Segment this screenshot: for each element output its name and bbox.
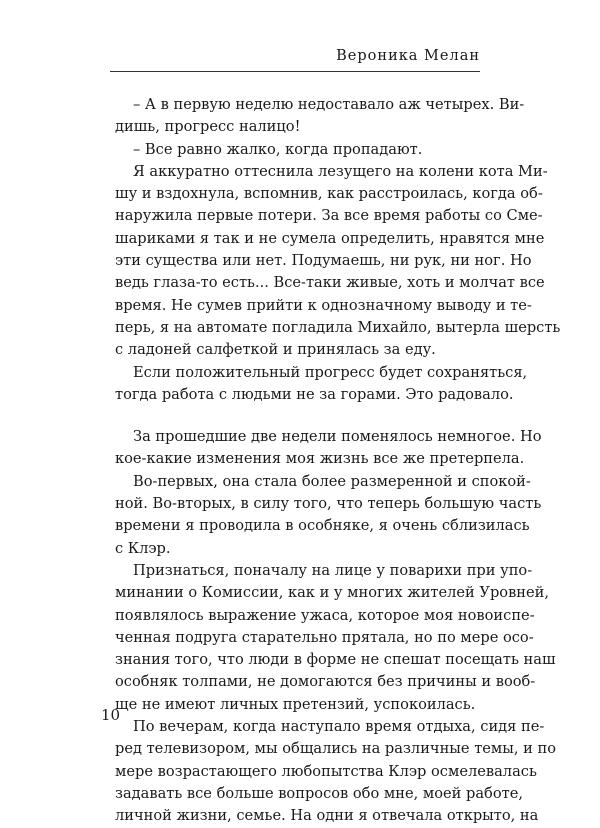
text-line: Признаться, поначалу на лице у поварихи при упо- xyxy=(133,561,533,579)
text-line: шариками я так и не сумела определить, нравятся мне xyxy=(115,229,545,247)
text-line: ченная подруга старательно прятала, но по мере осо- xyxy=(115,628,534,646)
text-line: знания того, что люди в форме не спешат посещать наш xyxy=(115,651,556,669)
text-line: времени я проводила в особняке, я очень сблизилась xyxy=(115,517,530,535)
section-break xyxy=(115,406,475,426)
text-line: наружила первые потери. За все время работы со Сме- xyxy=(115,207,543,225)
text-line: с ладоней салфеткой и принялась за еду. xyxy=(115,341,436,359)
text-line: – А в первую неделю недоставало аж четырех. Ви- xyxy=(133,96,525,113)
text-line: мере возрастающего любопытства Клэр осмелевалась xyxy=(115,762,537,780)
text-line: личной жизни, семье. На одни я отвечала открыто, на xyxy=(115,807,539,825)
text-line: кое-какие изменения моя жизнь все же претерпела. xyxy=(115,450,525,468)
text-line: шу и вздохнула, вспомнив, как расстроилась, когда об- xyxy=(115,185,543,203)
header-rule xyxy=(110,71,480,72)
text-line: За прошедшие две недели поменялось немногое. Но xyxy=(133,428,542,446)
text-line: Я аккуратно оттеснила лезущего на колени кота Ми- xyxy=(133,162,548,180)
body-text xyxy=(115,94,561,828)
text-line: ведь глаза-то есть... Все-таки живые, хоть и молчат все xyxy=(115,274,545,292)
text-line: дишь, прогресс налицо! xyxy=(115,118,301,136)
text-line: ред телевизором, мы общались на различные темы, и по xyxy=(115,740,557,758)
text-line: время. Не сумев прийти к однозначному выводу и те- xyxy=(115,296,532,314)
text-line: ще не имеют личных претензий, успокоилась. xyxy=(115,695,476,713)
text-line: задавать все больше вопросов обо мне, моей работе, xyxy=(115,784,523,802)
text-line: ной. Во-вторых, в силу того, что теперь большую часть xyxy=(115,495,542,513)
page-number: 10 xyxy=(101,706,121,724)
text-line: минании о Комиссии, как и у многих жителей Уровней, xyxy=(115,584,550,602)
text-line: появлялось выражение ужаса, которое моя новоиспе- xyxy=(115,606,535,624)
text-line: перь, я на автомате погладила Михайло, вытерла шерсть xyxy=(115,318,561,336)
text-line: – Все равно жалко, когда пропадают. xyxy=(133,140,423,158)
text-line: Если положительный прогресс будет сохраняться, xyxy=(133,363,528,381)
running-head-author: Вероника Мелан xyxy=(336,48,480,64)
text-line: с Клэр. xyxy=(115,539,171,557)
text-line: По вечерам, когда наступало время отдыха, сидя пе- xyxy=(133,718,545,736)
text-line: эти существа или нет. Подумаешь, ни рук, ни ног. Но xyxy=(115,252,532,270)
text-line: особняк толпами, не домогаются без причины и вооб- xyxy=(115,673,536,691)
text-line: Во-первых, она стала более размеренной и спокой- xyxy=(133,472,531,490)
text-line: тогда работа с людьми не за горами. Это радовало. xyxy=(115,385,514,403)
